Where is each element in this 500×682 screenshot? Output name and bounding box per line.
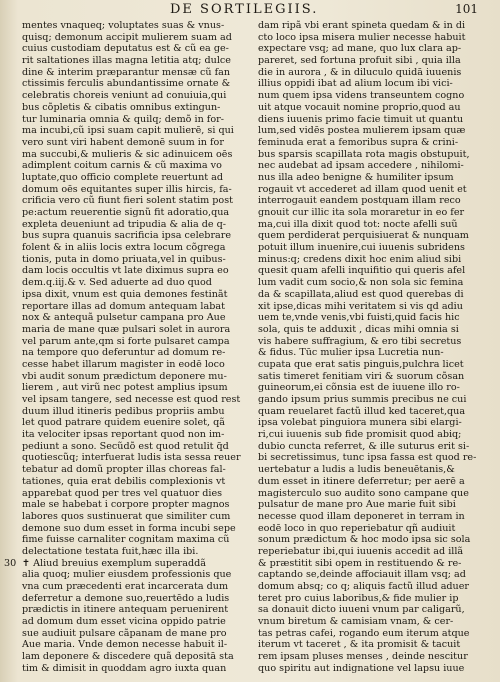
text-line: labores quos sustinuerat que similiter cum [22, 510, 231, 522]
text-line: alia quoq; mulier eiusdem professionis que [22, 569, 232, 581]
text-line: vna cum præcedenti erat incarcerata dum [22, 581, 229, 592]
text-line: deferretur a demone suo,reuertēdo a ludis [22, 592, 230, 604]
text-line: satis timeret fenitiam viri & suorum cõsan [258, 370, 465, 382]
text-line: ita velociter ipsas reportant quod non im- [22, 429, 225, 441]
text-line: expectare vsq; ad mane, quo lux clara ap- [258, 43, 462, 55]
text-line: vis habere suffragium, & ero tibi secretus [258, 335, 462, 347]
text-line: ad domum dum esset vicina oppido patrie [22, 616, 226, 628]
text-line: dem.q.iij.& v. Sed aduerte ad duo quod [22, 277, 212, 289]
page-header [0, 0, 500, 22]
text-line: pediunt a sono. Secũdõ est quod retulit q̃d [22, 440, 229, 452]
text-line: captando se,deinde affociauit illam vsq; ad [258, 569, 466, 581]
text-line: guineorum,ei cõnsia est de iuuene illo ro- [258, 382, 460, 394]
text-line: male se habebat i corpore propter magnos [22, 499, 230, 511]
text-line: num quem ipsa videns transeuntem cogno [258, 90, 465, 102]
text-line: sa donauit dicto iuueni vnum par caligarũ, [258, 604, 465, 616]
text-line: domum oēs equitantes super illis hircis, fa- [22, 183, 232, 195]
text-line: quo spiritu aut indignatione vel lapsu iuue [258, 662, 465, 674]
text-line: bus sparsis scapillata rota magis obstupuit, [258, 148, 470, 160]
text-line: duum illud itineris pedibus propriis ambu [22, 405, 225, 417]
text-line: cto loco ipsa misera mulier necesse habuit [258, 31, 466, 43]
text-line: rem ipsam pluses menses , deinde nescitur [258, 651, 468, 663]
right-text-column [258, 20, 484, 674]
text-line: let quod patrare quidem euenire solet, qã [22, 417, 225, 429]
text-line: gando ipsum prius summis precibus ne cui [258, 394, 467, 405]
text-line: ipsa dixit, vnum est quia demones festinãt [22, 288, 228, 300]
text-line: pe:actum reuerentie signũ fit adoratio,qua [22, 207, 230, 218]
text-line: necesse quod illam deponeret in terram in [258, 510, 465, 522]
text-line: quotiescũq; interfuerat ludis ista sessa reuer [22, 452, 241, 464]
text-line: ma succubi,& mulieris & sic adinuicem oēs [22, 148, 233, 160]
text-line: sue audiuit pulsare cãpanam de mane pro [22, 627, 227, 639]
text-line: lum,sed vidēs postea mulierem ipsam quæ [258, 125, 466, 137]
text-line: reperiebatur ibi,qui iuuenis accedit ad illã [258, 545, 464, 557]
text-line: reportare illas ad domum antequam labat [22, 300, 225, 312]
text-line: bus supra quanuis sacrificia ipsa celebrare [22, 230, 232, 242]
text-line: magisterculo suo audito sono campane que [258, 487, 469, 499]
text-line: luptate,quo officio complete reuertunt ad [22, 171, 224, 183]
text-line: die in aurora , & in diluculo quidā iuuenis [258, 66, 462, 78]
text-line: potuit illum inuenire,cui iuuenis subridens [258, 242, 465, 254]
text-columns [4, 20, 484, 674]
text-line: quem perdiderat perquisiuerat & nunquam [258, 230, 469, 242]
text-line: ri,cui iuuenis sub fide promisit quod abiq; [258, 429, 462, 441]
text-line: delectatione testata fuit,hæc illa ibi. [22, 545, 199, 557]
text-line: illius oppidi ibat ad alium locum ibi vici- [258, 78, 453, 90]
text-line: rit saltationes illas magna letitia atq; dulce [22, 55, 231, 67]
text-line: dum esset in itinere deferretur; per aerē a [258, 475, 465, 487]
text-line: uit atque vocauit nomine proprio,quod au [258, 101, 461, 113]
text-line: vel parum ante,qm si forte pulsaret campa [22, 335, 230, 347]
text-line: xit ipse,dicas mihi veritatem si vis qd adiu [258, 300, 463, 312]
text-line: dam ripã vbi erant spineta quedam & in di [258, 20, 466, 31]
text-line: folent & in aliis locis extra locum cõgrega [22, 242, 226, 254]
margin-line-number: 30 [4, 557, 17, 569]
text-line: expleta deueniunt ad tripudia & alia de q- [22, 218, 226, 230]
text-line: quesit quam afelli inquifitio qui queris afel [258, 265, 466, 277]
text-line: feminuda erat a femoribus supra & crini- [258, 136, 459, 148]
text-line: fime fuisse carnaliter cognitam maxima cũ [22, 534, 230, 546]
text-line: na tempore quo deferuntur ad domum re- [22, 347, 226, 359]
text-line: rogauit vt accederet ad illam quod uenit et [258, 183, 467, 195]
text-line: bus cõpletis & cibatis omnibus extingun- [22, 101, 221, 113]
text-line: teret pro cuius laboribus,& fide mulier ip [258, 592, 459, 604]
page-number: 101 [455, 2, 478, 16]
text-line: minus:q; credens dixit hoc enim aliud sibi [258, 253, 462, 265]
text-line-content: ✝ Aliud breuius exemplum superaddã [22, 557, 206, 569]
text-line: lierem , aut virũ nec potest amplius ipsum [22, 382, 228, 394]
text-line: cupata que erat satis pinguis,pulchra licet [258, 358, 464, 370]
text-line: dubio cuncta referret, & ille suturus erit si- [258, 440, 470, 452]
text-line: domum absq; co q; aliquis factũ illud aduer [258, 581, 469, 592]
left-text-column [4, 20, 248, 674]
text-line: prædictis in itinere antequam peruenirent [22, 604, 229, 616]
text-line: nox & antequã pulsetur campana pro Aue [22, 312, 226, 324]
text-line: apparebat quod per tres vel quatuor dies [22, 487, 223, 499]
text-line: interrogauit eandem postquam illam reco [258, 195, 461, 207]
text-line: dam locis occultis vt late diximus supra eo [22, 265, 229, 277]
text-line: adimplent coitum carnis & cũ maxima vo [22, 160, 222, 172]
text-line: cesse habet illarum magister in eodē loco [22, 358, 225, 370]
text-line: crificia vero cũ fiunt fieri solent statim post [22, 195, 233, 207]
text-line: tebatur ad domũ propter illas choreas fal- [22, 464, 226, 476]
text-line: tas petras cafei, rogando eum iterum atque [258, 627, 470, 639]
text-line: ctissimis ferculis abundantissime ornate & [22, 78, 231, 90]
text-line: demone suo dum esset in forma incubi sepe [22, 522, 236, 534]
text-line: iterum vt taceret , & ita promisit & tacuit [258, 639, 461, 651]
text-line: nus illa adeo benigne & humiliter ipsum [258, 171, 454, 183]
text-line: vnum biretum & camisiam vnam, & cer- [258, 616, 454, 628]
text-line: diens iuuenis primo facie timuit ut quantu [258, 113, 464, 125]
text-line: celebratis choreis veniunt ad conuiuia,qui [22, 90, 227, 102]
text-line: Aue maria. Vnde demon necesse habuit il- [22, 639, 228, 651]
text-line: & præstitit sibi opem in restituendo & re- [258, 557, 462, 569]
text-line: pulsatur de mane pro Aue marie fuit sibi [258, 499, 456, 511]
text-line: cuius custodiam deputatus est & cũ ea ge- [22, 43, 229, 55]
text-line: quam reuelaret factũ illud ked taceret,qua [258, 405, 466, 417]
text-line: dine & interim præparantur mensæ cũ fan [22, 66, 231, 78]
running-head: DE SORTILEGIIS. [170, 2, 319, 17]
text-line: da & scapillata,aliud est quod querebas di [258, 288, 464, 300]
text-line: ma,cui illa dixit quod tot: nocte afelli suũ [258, 218, 458, 230]
text-line: nec audebat ad ipsam accedere , nihilomi- [258, 160, 464, 172]
text-line: ma incubi,cũ ipsi suam capit mulierē, si qui [22, 125, 234, 137]
text-line: gnouit cur illic ita sola moraretur in eo fer [258, 207, 465, 218]
text-line: tur luminaria omnia & quilq; demõ in for- [22, 113, 224, 125]
text-line: tationes, quia erat debilis complexionis vt [22, 475, 226, 487]
text-line: eodē loco in quo reperiebatur qñ audiuit [258, 522, 456, 534]
text-line: mentes vnaqueq; voluptates suas & vnus- [22, 20, 225, 31]
text-line: sonum prædictum & hoc modo ipsa sic sola [258, 534, 471, 546]
text-line: & fidus. Tūc mulier ipsa Lucretia nun- [258, 347, 444, 359]
text-line: lum vadit cum socio,& non sola sic femina [258, 277, 464, 289]
text-line: lam deponere & discedere quã depositā sta [22, 651, 234, 663]
text-line: ipsa volebat pinguiora munera sibi elargi- [258, 417, 462, 429]
text-line: pareret, sed fortuna profuit sibi , quia illa [258, 55, 461, 67]
text-line: vbi audit sonum prædictum deponere mu- [22, 370, 227, 382]
text-line: vel ipsam tangere, sed necesse est quod rest [22, 394, 241, 405]
text-line [4, 557, 248, 570]
text-line: maria de mane quæ pulsari solet in aurora [22, 323, 231, 335]
text-line: tim & dimisit in quoddam agro iuxta quan [22, 662, 227, 674]
text-line: bi secretissimus, tunc ipsa fassa est quod re- [258, 452, 477, 464]
text-line: tionis, puta in domo priuata,vel in quibus- [22, 253, 226, 265]
text-line: sola, quis te adduxit , dicas mihi omnia si [258, 323, 459, 335]
text-line: uertebatur a ludis a ludis beneuētanis,& [258, 464, 455, 476]
text-line: quisq; demonum accipit mulierem suam ad [22, 31, 232, 43]
text-line: vero sunt viri habent demonē suum in for [22, 136, 224, 148]
text-line: uem te,vnde venis,vbi fuisti,quid facis hic [258, 312, 460, 324]
